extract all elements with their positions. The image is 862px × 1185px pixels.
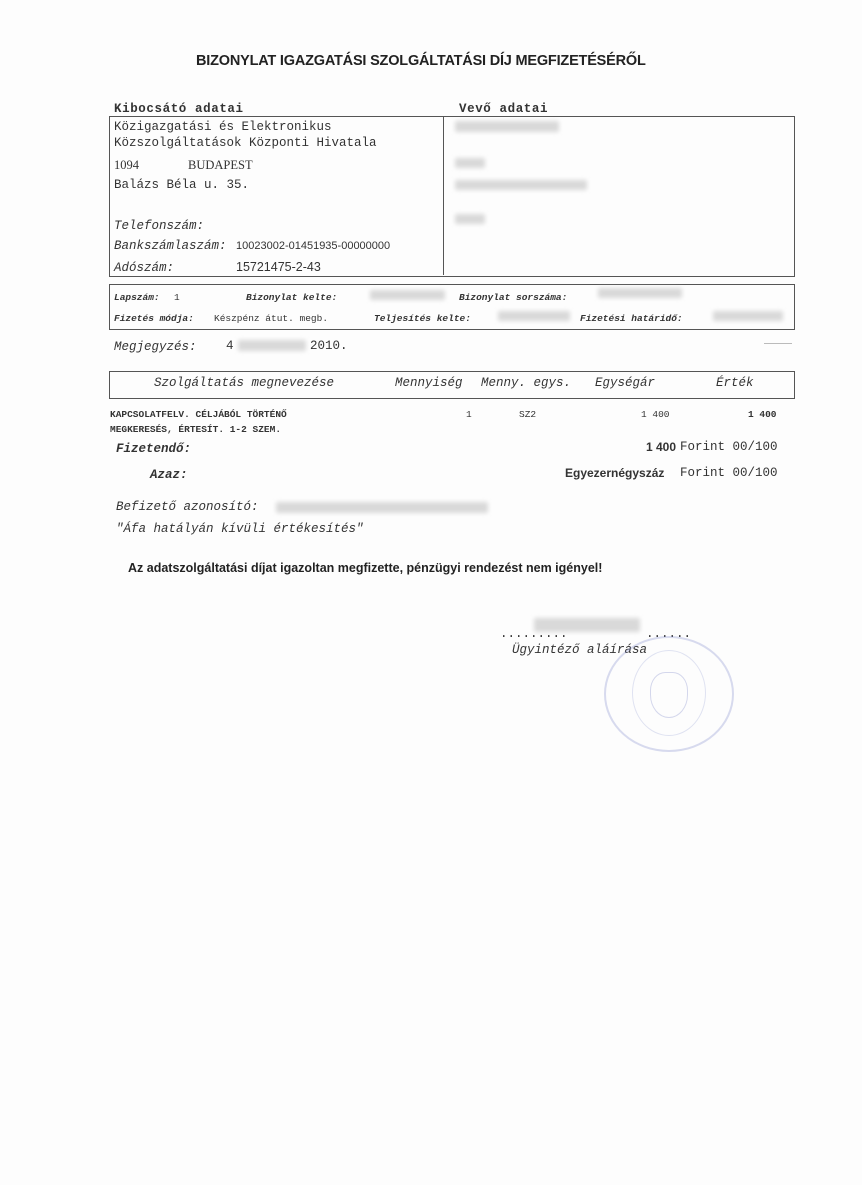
issuer-tax-value: 15721475-2-43 [236, 260, 321, 274]
col-header-qty: Mennyiség [395, 376, 463, 390]
payable-currency: Forint 00/100 [680, 440, 778, 454]
document-title: BIZONYLAT IGAZGATÁSI SZOLGÁLTATÁSI DÍJ MEGFIZETÉSÉRŐL [196, 53, 646, 69]
vat-note: "Áfa hatályán kívüli értékesítés" [116, 522, 364, 536]
note-prefix: 4 [226, 339, 234, 353]
note-suffix: 2010. [310, 339, 348, 353]
note-dash [764, 343, 792, 344]
buyer-name-redacted [455, 121, 559, 132]
buyer-heading: Vevő adatai [459, 102, 549, 116]
serial-redacted [598, 288, 682, 298]
signature-dots-left: ......... [500, 627, 568, 641]
note-label: Megjegyzés: [114, 340, 197, 354]
row-value: 1 400 [748, 409, 777, 420]
deadline-redacted [713, 311, 783, 321]
serial-label: Bizonylat sorszáma: [459, 292, 568, 303]
payable-label: Fizetendő: [116, 442, 192, 456]
signature-dots-right: ...... [646, 627, 692, 641]
payer-id-redacted [276, 502, 488, 513]
row-service-line1: KAPCSOLATFELV. CÉLJÁBÓL TÖRTÉNŐ [110, 409, 287, 420]
words-currency: Forint 00/100 [680, 466, 778, 480]
buyer-address-redacted [455, 180, 587, 190]
fulfil-label: Teljesítés kelte: [374, 313, 471, 324]
issuer-heading: Kibocsátó adatai [114, 102, 244, 116]
page-label: Lapszám: [114, 292, 160, 303]
fulfil-redacted [498, 311, 570, 321]
issuer-tax-label: Adószám: [114, 261, 175, 275]
date-label: Bizonylat kelte: [246, 292, 338, 303]
payment-label: Fizetés módja: [114, 313, 194, 324]
buyer-zip-redacted [455, 158, 485, 168]
issuer-name-line2: Közszolgáltatások Központi Hivatala [114, 136, 377, 150]
issuer-street: Balázs Béla u. 35. [114, 178, 250, 192]
page-value: 1 [174, 292, 180, 303]
row-service-line2: MEGKERESÉS, ÉRTESÍT. 1-2 SZEM. [110, 424, 282, 435]
col-header-service: Szolgáltatás megnevezése [154, 376, 335, 390]
deadline-label: Fizetési határidő: [580, 313, 683, 324]
issuer-bank-value: 10023002-01451935-00000000 [236, 240, 391, 252]
coat-of-arms-icon [650, 672, 688, 718]
payable-amount: 1 400 [646, 440, 677, 454]
words-label: Azaz: [150, 468, 188, 482]
col-header-value: Érték [716, 376, 754, 390]
buyer-extra-redacted [455, 214, 485, 224]
issuer-phone-label: Telefonszám: [114, 219, 205, 233]
issuer-name-line1: Közigazgatási és Elektronikus [114, 120, 332, 134]
payable-words: Egyezernégyszáz [565, 466, 665, 480]
party-divider [443, 116, 444, 275]
signature-label: Ügyintéző aláírása [512, 643, 648, 657]
row-unit: SZ2 [519, 409, 537, 420]
payer-id-label: Befizető azonosító: [116, 500, 259, 514]
date-redacted [370, 290, 445, 300]
issuer-city: BUDAPEST [188, 158, 253, 172]
row-unit-price: 1 400 [641, 409, 670, 420]
row-qty: 1 [466, 409, 472, 420]
issuer-zip: 1094 [114, 158, 139, 172]
note-redacted [238, 340, 306, 351]
confirmation-text: Az adatszolgáltatási díjat igazoltan megfizette, pénzügyi rendezést nem igényel! [128, 561, 603, 575]
issuer-bank-label: Bankszámlaszám: [114, 239, 227, 253]
col-header-unit-price: Egységár [595, 376, 656, 390]
payment-value: Készpénz átut. megb. [214, 313, 329, 324]
col-header-unit: Menny. egys. [481, 376, 572, 390]
